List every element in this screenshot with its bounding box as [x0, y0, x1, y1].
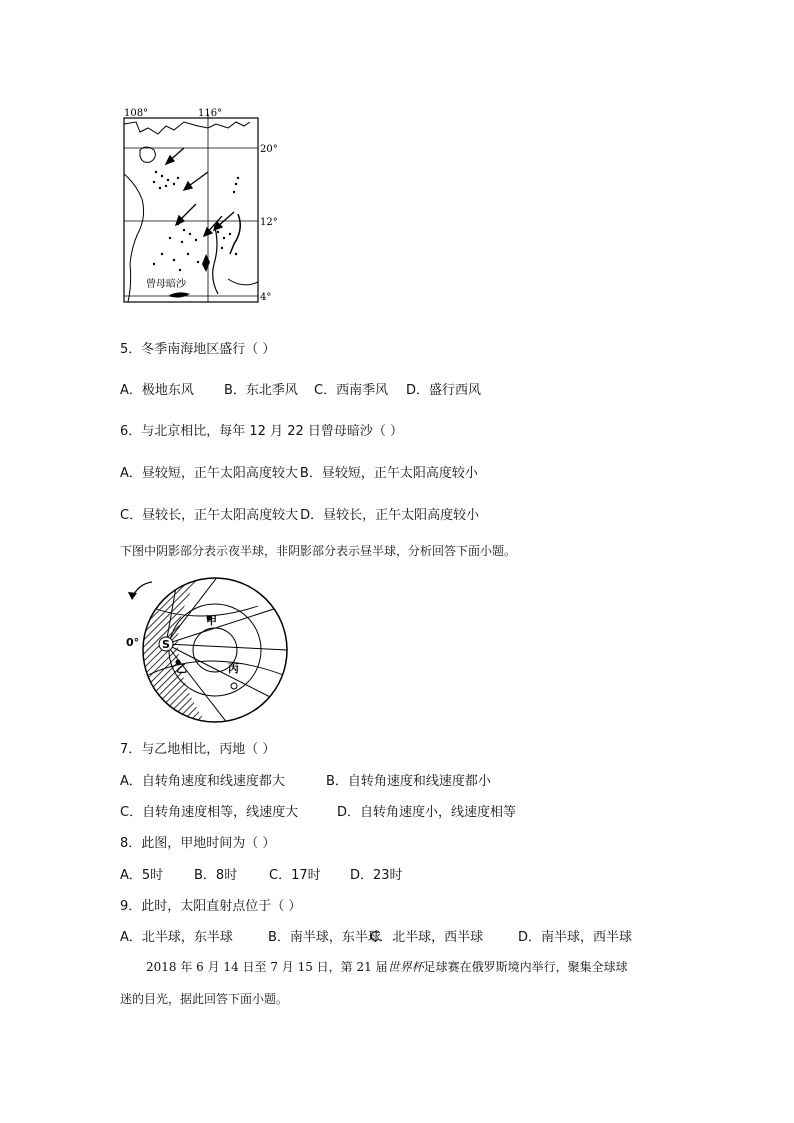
q6-option-d: D．昼较长，正午太阳高度较小	[300, 508, 480, 523]
south-china-sea-map	[118, 104, 288, 309]
lat-top-label: 20°	[260, 144, 278, 155]
question-9-options	[120, 926, 632, 945]
q6-option-c: C．昼较长，正午太阳高度较大	[120, 508, 299, 523]
intro-world-cup-line1	[146, 958, 628, 975]
question-7-stem: 7．与乙地相比，丙地（ ）	[120, 742, 276, 757]
lon-left-label: 108°	[124, 108, 149, 119]
q5-option-b: B．东北季风	[224, 383, 298, 398]
pole-label: S	[162, 638, 170, 651]
q9-option-d: D．南半球，西半球	[518, 930, 633, 945]
q7-option-c: C．自转角速度相等，线速度大	[120, 805, 299, 820]
question-6-options-ab	[120, 462, 478, 481]
lat-bottom-label: 4°	[260, 292, 272, 303]
q8-option-c: C．17时	[269, 868, 321, 883]
intro-world-cup-part2: 足球赛在俄罗斯境内举行，聚集全球球	[423, 960, 628, 974]
point-bing-label: 丙	[228, 662, 239, 675]
meridian-label: 0°	[126, 636, 140, 649]
intro-day-night: 下图中阴影部分表示夜半球，非阴影部分表示昼半球，分析回答下面小题。	[120, 544, 517, 558]
lon-right-label: 116°	[198, 108, 223, 119]
question-5-options	[120, 379, 481, 398]
place-label: 曾母暗沙	[146, 279, 186, 290]
question-7-options-cd	[120, 801, 516, 820]
intro-world-cup-italic: 世界杯	[387, 960, 424, 974]
question-9-stem: 9．此时，太阳直射点位于（ ）	[120, 899, 302, 914]
q7-option-d: D．自转角速度小，线速度相等	[337, 805, 517, 820]
question-7-options-ab	[120, 770, 491, 789]
lat-mid-label: 12°	[260, 217, 278, 228]
q5-option-d: D．盛行西风	[406, 383, 482, 398]
q8-option-a: A．5时	[120, 868, 164, 883]
q6-option-a: A．昼较短，正午太阳高度较大	[120, 466, 298, 481]
q9-option-c: C．北半球，西半球	[370, 930, 484, 945]
q5-option-a: A．极地东风	[120, 383, 194, 398]
question-8-options	[120, 864, 403, 883]
intro-world-cup-part1: 2018 年 6 月 14 日至 7 月 15 日，第 21 届	[146, 960, 388, 974]
q8-option-d: D．23时	[350, 868, 403, 883]
q7-option-a: A．自转角速度和线速度都大	[120, 774, 285, 789]
intro-world-cup-line2: 迷的目光，据此回答下面小题。	[120, 992, 289, 1006]
q8-option-b: B．8时	[194, 868, 238, 883]
q5-option-c: C．西南季风	[314, 383, 389, 398]
q7-option-b: B．自转角速度和线速度都小	[326, 774, 491, 789]
question-6-stem: 6．与北京相比，每年 12 月 22 日曾母暗沙（ ）	[120, 424, 404, 439]
point-yi-label: 乙	[176, 662, 187, 675]
question-8-stem: 8．此图，甲地时间为（ ）	[120, 836, 276, 851]
globe-diagram	[118, 566, 298, 731]
q9-option-b: B．南半球，东半球	[268, 930, 381, 945]
q6-option-b: B．昼较短，正午太阳高度较小	[299, 466, 478, 481]
q9-option-a: A．北半球，东半球	[120, 930, 233, 945]
question-5-stem: 5．冬季南海地区盛行（ ）	[120, 342, 276, 357]
point-jia-label: 甲	[206, 614, 217, 627]
question-6-options-cd	[120, 504, 479, 523]
